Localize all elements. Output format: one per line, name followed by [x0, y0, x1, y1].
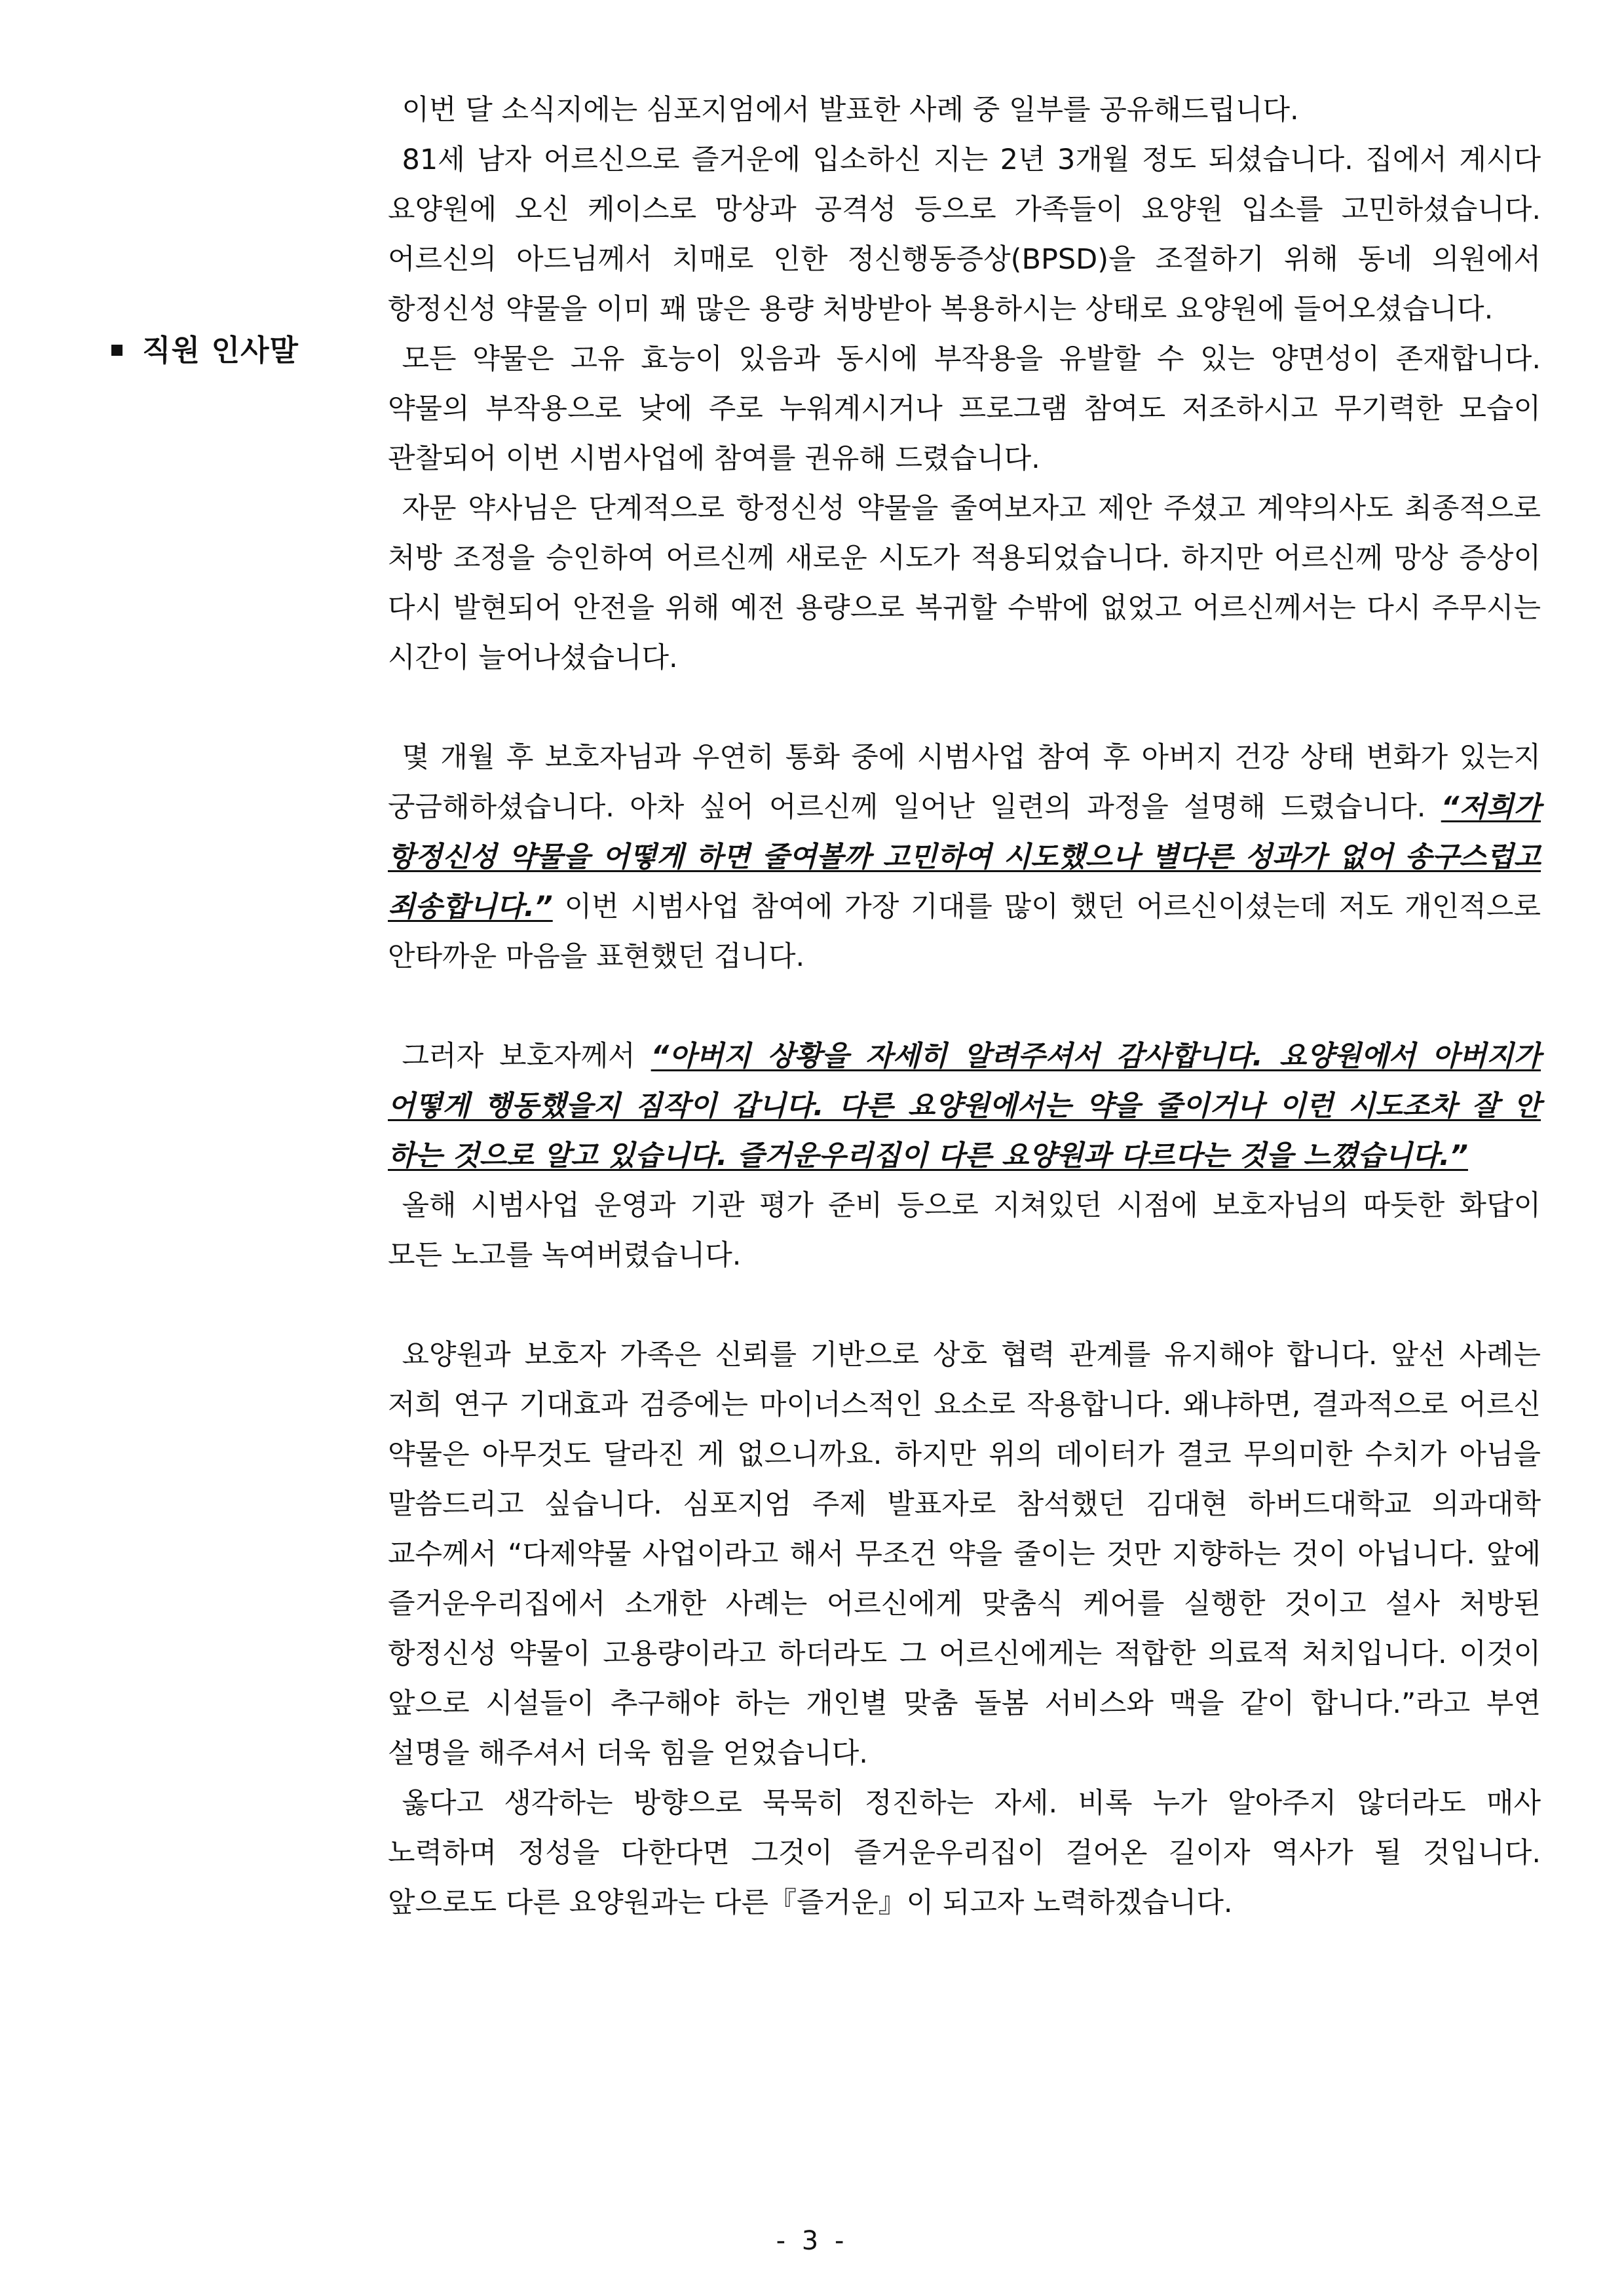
- paragraph-gap: [388, 982, 1541, 1031]
- paragraph-call-text-end: 이번 시범사업 참여에 가장 기대를 많이 했던 어르신이셨는데 저도 개인적으로 안타까운 마음을 표현했던 겁니다.: [388, 890, 1541, 973]
- section-heading: [111, 326, 299, 369]
- apology-quote: “저희가 항정신성 약물을 어떻게 하면 줄여볼까 고민하여 시도했으나 별다른 성과가 없어 송구스럽고 죄송합니다.”: [388, 791, 1541, 923]
- paragraph-gap: [388, 683, 1541, 733]
- paragraph-gap: [388, 1280, 1541, 1330]
- paragraph-gratitude: 올해 시범사업 운영과 기관 평가 준비 등으로 지쳐있던 시점에 보호자님의 따듯한 화답이 모든 노고를 녹여버렸습니다.: [388, 1189, 1541, 1272]
- paragraph-case: 81세 남자 어르신으로 즐거운에 입소하신 지는 2년 3개월 정도 되셨습니다. 집에서 계시다 요양원에 오신 케이스로 망상과 공격성 등으로 가족들이 요양원 입소를 고민하셨습니다. 어르신의 아드님께서 치매로 인한 정신행동증상(BPSD)을 조절하기 위해 동네 의원에서 항정신성 약물을 이미 꽤 많은 용량 처방받아 복용하시는 상태로 요양원에 들어오셨습니다.: [388, 144, 1541, 326]
- square-bullet-icon: [111, 345, 123, 356]
- paragraph-intro: 이번 달 소식지에는 심포지엄에서 발표한 사례 중 일부를 공유해드립니다.: [402, 94, 1299, 126]
- paragraph-closing: 옳다고 생각하는 방향으로 묵묵히 정진하는 자세. 비록 누가 알아주지 않더라도 매사 노력하며 정성을 다한다면 그것이 즐거운우리집이 걸어온 길이자 역사가 될 것입니다. 앞으로도 다른 요양원과는 다른『즐거운』이 되고자 노력하겠습니다.: [388, 1787, 1541, 1919]
- guardian-quote: “아버지 상황을 자세히 알려주셔서 감사합니다. 요양원에서 아버지가 어떻게 행동했을지 짐작이 갑니다. 다른 요양원에서는 약을 줄이거나 이런 시도조차 잘 안 하는 것으로 알고 있습니다. 즐거운우리집이 다른 요양원과 다르다는 것을 느꼈습니다.”: [388, 1040, 1541, 1172]
- paragraph-call: [388, 733, 1541, 982]
- paragraph-reply: [388, 1031, 1541, 1181]
- paragraph-trust: 요양원과 보호자 가족은 신뢰를 기반으로 상호 협력 관계를 유지해야 합니다. 앞선 사례는 저희 연구 기대효과 검증에는 마이너스적인 요소로 작용합니다. 왜냐하면, 결과적으로 어르신 약물은 아무것도 달라진 게 없으니까요. 하지만 위의 데이터가 결코 무의미한 수치가 아님을 말씀드리고 싶습니다. 심포지엄 주제 발표자로 참석했던 김대현 하버드대학교 의과대학 교수께서 “다제약물 사업이라고 해서 무조건 약을 줄이는 것만 지향하는 것이 아닙니다. 앞에 즐거운우리집에서 소개한 사례는 어르신에게 맞춤식 케어를 실행한 것이고 설사 처방된 항정신성 약물이 고용량이라고 하더라도 그 어르신에게는 적합한 의료적 처치입니다. 이것이 앞으로 시설들이 추구해야 하는 개인별 맞춤 돌봄 서비스와 맥을 같이 합니다.”라고 부연 설명을 해주셔서 더욱 힘을 얻었습니다.: [388, 1339, 1541, 1770]
- paragraph-trial: 자문 약사님은 단계적으로 항정신성 약물을 줄여보자고 제안 주셨고 계약의사도 최종적으로 처방 조정을 승인하여 어르신께 새로운 시도가 적용되었습니다. 하지만 어르신께 망상 증상이 다시 발현되어 안전을 위해 예전 용량으로 복귀할 수밖에 없었고 어르신께서는 다시 주무시는 시간이 늘어나셨습니다.: [388, 492, 1541, 674]
- paragraph-reply-text: 그러자 보호자께서: [402, 1040, 651, 1073]
- page-number: - 3 -: [776, 2226, 848, 2256]
- letter-body: [388, 85, 1541, 1928]
- paragraph-call-text: 몇 개월 후 보호자님과 우연히 통화 중에 시범사업 참여 후 아버지 건강 상태 변화가 있는지 궁금해하셨습니다. 아차 싶어 어르신께 일어난 일련의 과정을 설명해 드렸습니다.: [388, 741, 1541, 824]
- section-heading-label: 직원 인사말: [142, 333, 299, 368]
- paragraph-side-effects: 모든 약물은 고유 효능이 있음과 동시에 부작용을 유발할 수 있는 양면성이 존재합니다. 약물의 부작용으로 낮에 주로 누워계시거나 프로그램 참여도 저조하시고 무기력한 모습이 관찰되어 이번 시범사업에 참여를 권유해 드렸습니다.: [388, 343, 1541, 475]
